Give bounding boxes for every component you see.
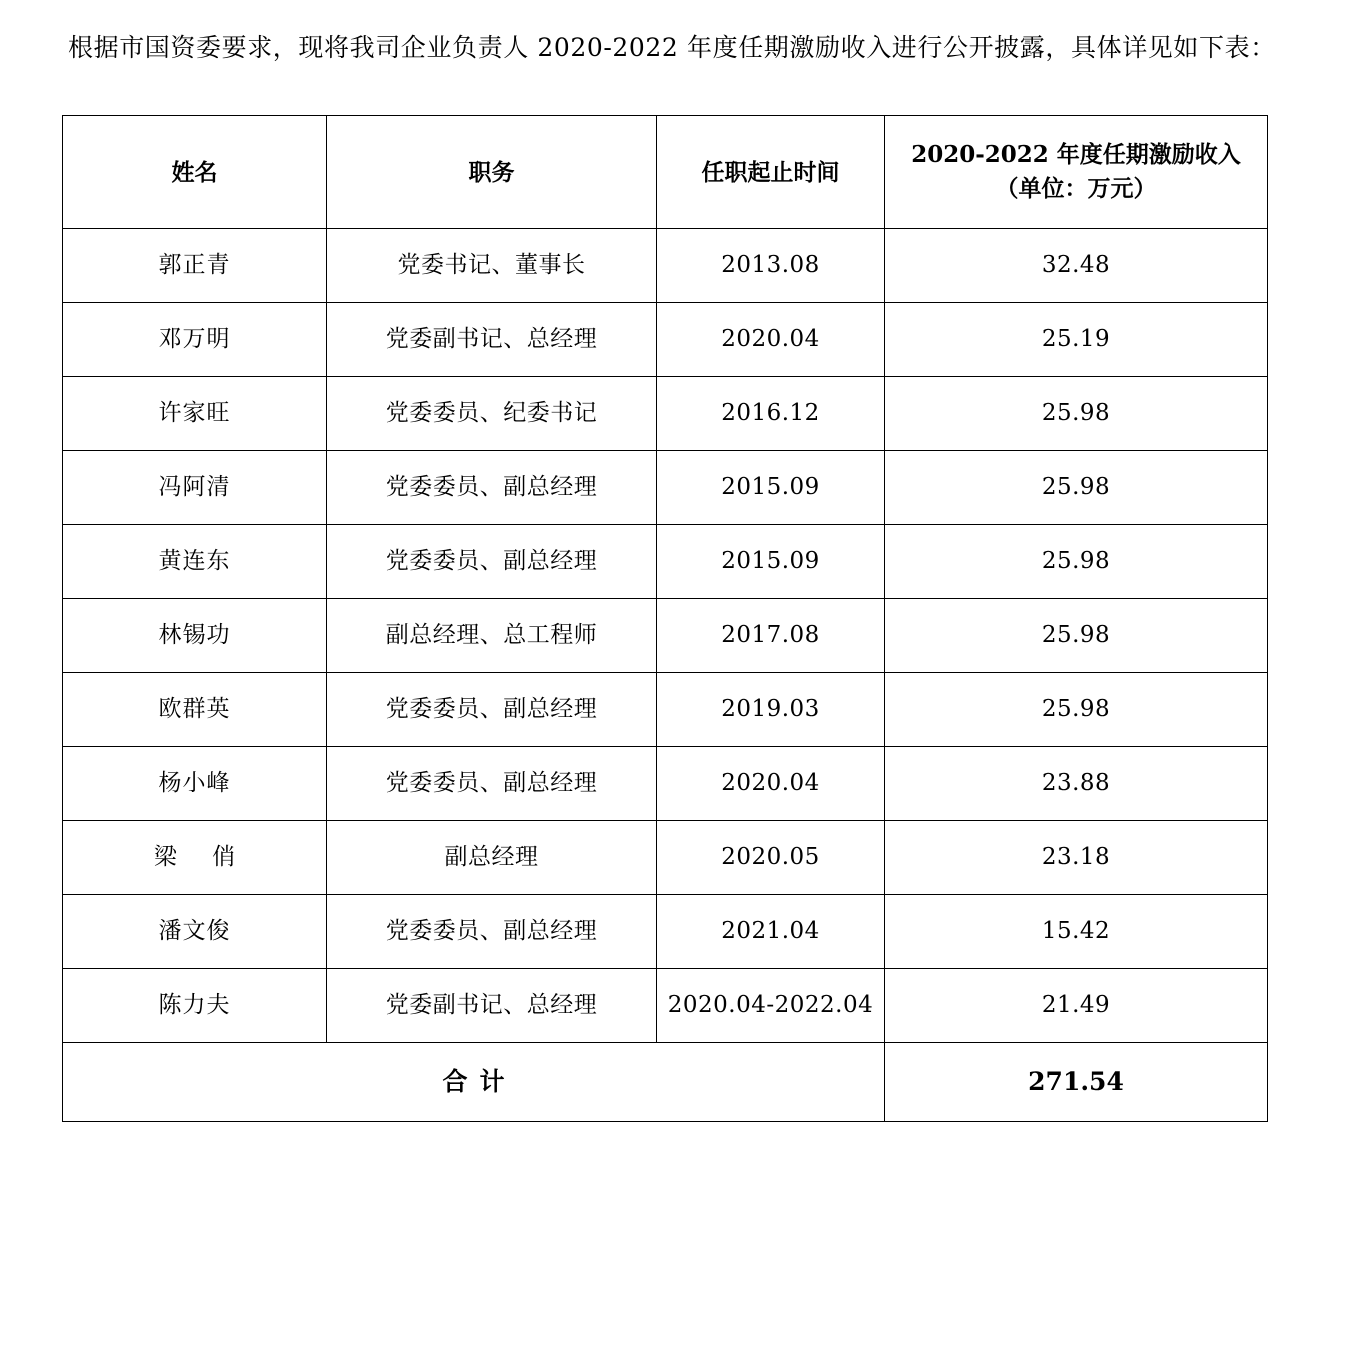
table-row: [63, 229, 1268, 303]
table-row: [63, 377, 1268, 451]
cell-name: 欧群英: [63, 673, 327, 747]
cell-name: 许家旺: [63, 377, 327, 451]
cell-name: 黄连东: [63, 525, 327, 599]
column-header-tenure: 任职起止时间: [657, 116, 885, 229]
intro-text: 根据市国资委要求，现将我司企业负责人 2020-2022 年度任期激励收入进行公开披露，具体详见如下表：: [68, 33, 1276, 62]
table-row: [63, 525, 1268, 599]
cell-tenure: 2021.04: [657, 895, 885, 969]
table-row: [63, 303, 1268, 377]
cell-title: 党委委员、副总经理: [327, 525, 657, 599]
column-header-title: 职务: [327, 116, 657, 229]
cell-tenure: 2020.04-2022.04: [657, 969, 885, 1043]
table-row: [63, 821, 1268, 895]
cell-title: 党委委员、副总经理: [327, 747, 657, 821]
cell-income: 25.98: [885, 525, 1268, 599]
table-row: [63, 969, 1268, 1043]
cell-title: 党委副书记、总经理: [327, 969, 657, 1043]
cell-name: 陈力夫: [63, 969, 327, 1043]
table-row: [63, 451, 1268, 525]
cell-income: 15.42: [885, 895, 1268, 969]
intro-paragraph: [0, 0, 1345, 73]
cell-name-text: 梁 俏: [153, 844, 250, 871]
cell-name: 林锡功: [63, 599, 327, 673]
column-header-income-line2: （单位：万元）: [995, 175, 1157, 203]
cell-income: 25.98: [885, 451, 1268, 525]
cell-name: 郭正青: [63, 229, 327, 303]
table-row: [63, 747, 1268, 821]
cell-title: 党委委员、纪委书记: [327, 377, 657, 451]
table-container: [0, 115, 1345, 1122]
cell-tenure: 2016.12: [657, 377, 885, 451]
table-row: [63, 599, 1268, 673]
cell-tenure: 2013.08: [657, 229, 885, 303]
cell-name: 潘文俊: [63, 895, 327, 969]
cell-tenure: 2019.03: [657, 673, 885, 747]
cell-tenure: 2020.04: [657, 747, 885, 821]
cell-name: [63, 821, 327, 895]
total-value: 271.54: [885, 1043, 1268, 1122]
total-label: 合计: [63, 1043, 885, 1122]
cell-income: 21.49: [885, 969, 1268, 1043]
cell-name: 冯阿清: [63, 451, 327, 525]
table-header: [63, 116, 1268, 229]
cell-income: 25.98: [885, 599, 1268, 673]
cell-income: 25.98: [885, 673, 1268, 747]
incentive-income-table: [62, 115, 1268, 1122]
cell-tenure: 2020.05: [657, 821, 885, 895]
cell-tenure: 2017.08: [657, 599, 885, 673]
table-body: [63, 229, 1268, 1122]
cell-income: 23.18: [885, 821, 1268, 895]
cell-income: 32.48: [885, 229, 1268, 303]
cell-tenure: 2020.04: [657, 303, 885, 377]
table-row: [63, 895, 1268, 969]
cell-title: 党委副书记、总经理: [327, 303, 657, 377]
column-header-income-line1: 2020-2022 年度任期激励收入: [911, 140, 1241, 168]
cell-title: 党委书记、董事长: [327, 229, 657, 303]
cell-name: 杨小峰: [63, 747, 327, 821]
cell-title: 党委委员、副总经理: [327, 451, 657, 525]
table-row: [63, 673, 1268, 747]
cell-income: 23.88: [885, 747, 1268, 821]
cell-income: 25.19: [885, 303, 1268, 377]
column-header-income: [885, 116, 1268, 229]
cell-title: 副总经理: [327, 821, 657, 895]
cell-tenure: 2015.09: [657, 451, 885, 525]
table-total-row: [63, 1043, 1268, 1122]
column-header-name: 姓名: [63, 116, 327, 229]
cell-title: 党委委员、副总经理: [327, 673, 657, 747]
table-header-row: [63, 116, 1268, 229]
cell-title: 副总经理、总工程师: [327, 599, 657, 673]
cell-title: 党委委员、副总经理: [327, 895, 657, 969]
cell-name: 邓万明: [63, 303, 327, 377]
cell-tenure: 2015.09: [657, 525, 885, 599]
cell-income: 25.98: [885, 377, 1268, 451]
